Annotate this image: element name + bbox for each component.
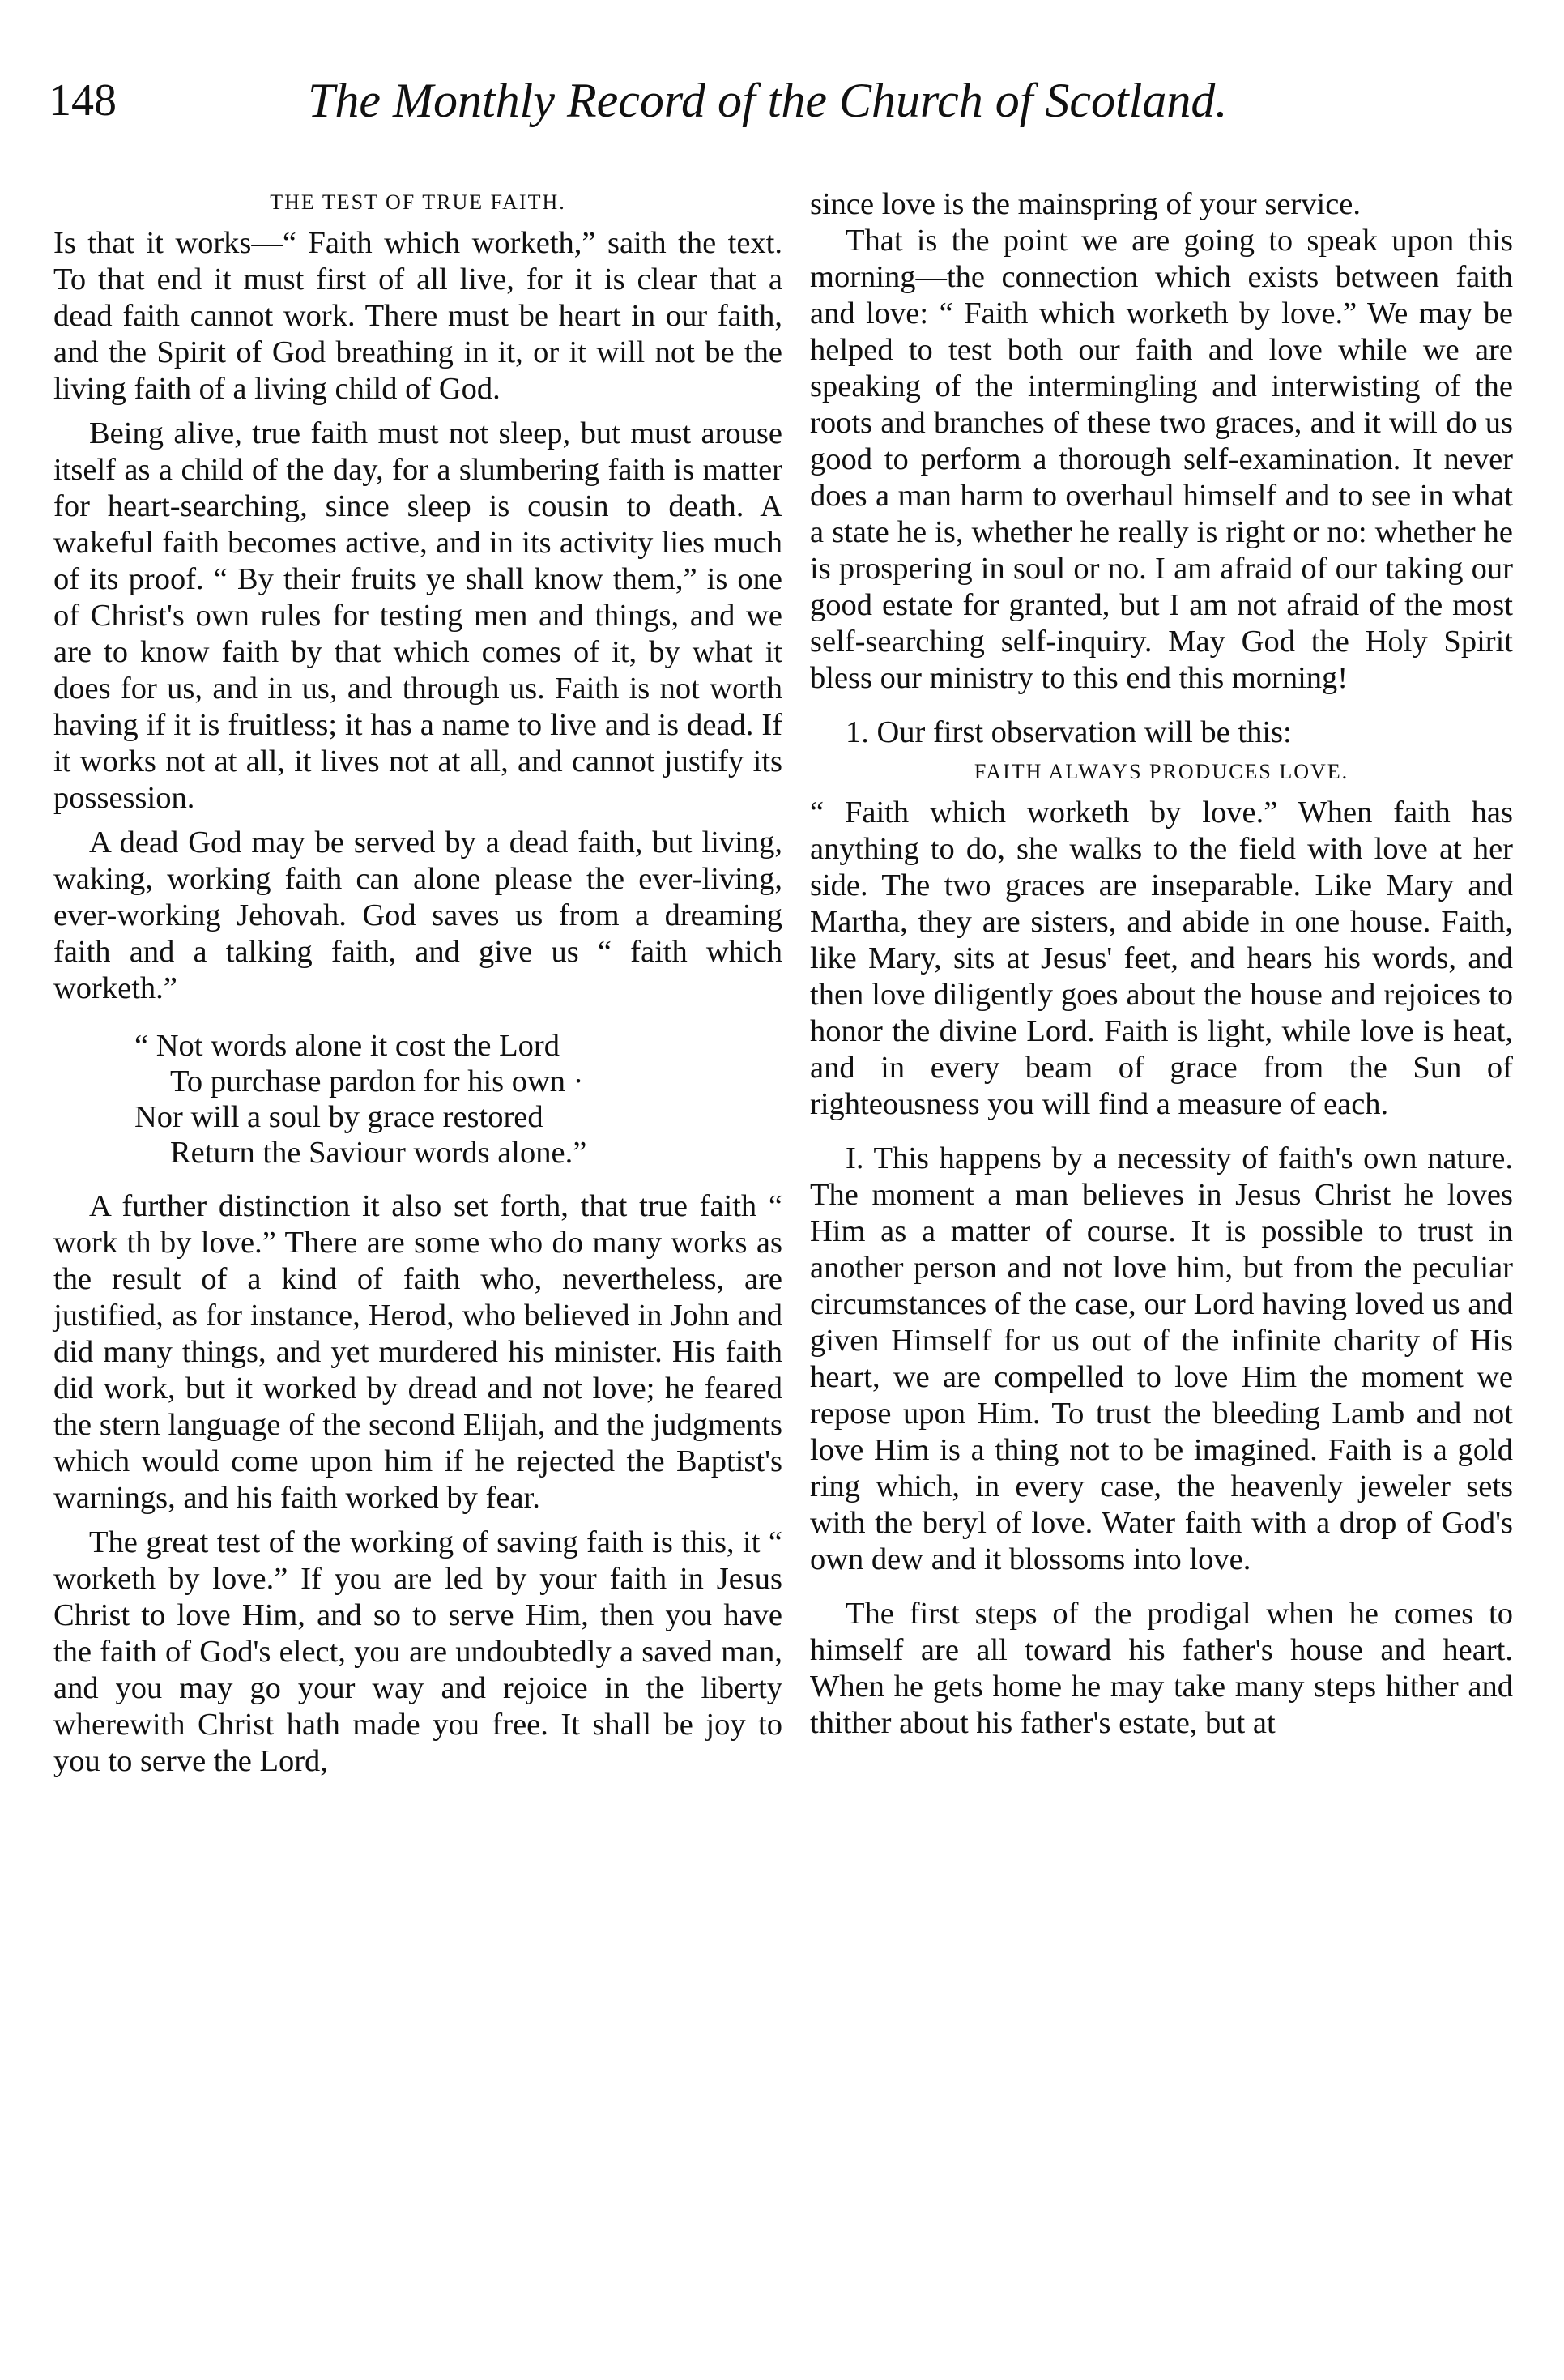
verse-line: To purchase pardon for his own · [170, 1064, 584, 1098]
paragraph: Being alive, true faith must not sleep, but must arouse itself as a child of the day, for a slumbering faith is matter for heart-searching, since sleep is cousin to death. A wakeful faith becomes active, and in its activity lies much of its proof. “ By their fruits ye shall know them,” is one of Christ's own rules for testing men and things, and we are to know faith by that which comes of it, by what it does for us, and in us, and through us. Faith is not worth having if it is fruitless; it has a name to live and is dead. If it works not at all, it lives not at all, and cannot justify its possession. [53, 416, 782, 815]
verse-line: “ Not words alone it cost the Lord [134, 1029, 560, 1063]
paragraph: Is that it works—“ Faith which worketh,” saith the text. To that end it must first of all live, for it is clear that a dead faith cannot work. There must be heart in our faith, and the Spirit of God breathing in it, or it will not be the living faith of a living child of God. [53, 226, 782, 406]
verse-quote [53, 1028, 782, 1171]
journal-title: The Monthly Record of the Church of Scotland. [308, 74, 1228, 127]
verse-line: Return the Saviour words alone.” [170, 1136, 587, 1170]
paragraph: The great test of the working of saving faith is this, it “ worketh by love.” If you are led by your faith in Jesus Christ to love Him, and so to serve Him, then you have the faith of God's elect, you are undoubtedly a saved man, and you may go your way and rejoice in the liberty wherewith Christ hath made you free. It shall be joy to you to serve the Lord, [53, 1525, 782, 1778]
article-heading: THE TEST OF TRUE FAITH. [270, 190, 566, 214]
page-number: 148 [49, 75, 117, 126]
paragraph: A further distinction it also set forth, that true faith “ work th by love.” There are some who do many works as the result of a kind of faith who, nevertheless, are justified, as for instance, Herod, who believed in John and did many things, and yet murdered his minister. His faith did work, but it worked by dread and not love; he feared the stern language of the second Elijah, and the judgments which would come upon him if he rejected the Baptist's warnings, and his faith worked by fear. [53, 1189, 782, 1515]
section-heading: FAITH ALWAYS PRODUCES LOVE. [974, 760, 1349, 783]
paragraph: That is the point we are going to speak upon this morning—the connection which exists between faith and love: “ Faith which worketh by love.” We may be helped to test both our faith and love while we are speaking of the intermingling and interwisting of the roots and branches of these two graces, and it will do us good to perform a thorough self-examination. It never does a man harm to overhaul himself and to see in what a state he is, whether he really is right or no: whether he is prospering in soul or no. I am afraid of our taking our good estate for granted, but I am not afraid of the most self-searching self-inquiry. May God the Holy Spirit bless our ministry to this end this morning! [810, 224, 1513, 695]
right-column [810, 186, 1513, 1742]
left-column [53, 186, 782, 1780]
verse-line: Nor will a soul by grace restored [134, 1100, 543, 1134]
paragraph: A dead God may be served by a dead faith, but living, waking, working faith can alone please the ever-living, ever-working Jehovah. God saves us from a dreaming faith and a talking faith, and give us “ faith which worketh.” [53, 825, 782, 1005]
running-head [49, 71, 1515, 136]
paragraph: I. This happens by a necessity of faith's own nature. The moment a man believes in Jesus Christ he loves Him as a matter of course. It is possible to trust in another person and not love him, but from the peculiar circumstances of the case, our Lord having loved us and given Himself for us out of the infinite charity of His heart, we are compelled to love Him the moment we repose upon Him. To trust the bleeding Lamb and not love Him is a thing not to be imagined. Faith is a gold ring which, in every case, the heavenly jeweler sets with the beryl of love. Water faith with a drop of God's own dew and it blossoms into love. [810, 1141, 1513, 1576]
paragraph: since love is the mainspring of your service. [810, 187, 1361, 221]
paragraph: “ Faith which worketh by love.” When faith has anything to do, she walks to the field with love at her side. The two graces are inseparable. Like Mary and Martha, they are sisters, and abide in one house. Faith, like Mary, sits at Jesus' feet, and hears his words, and then love diligently goes about the house and rejoices to honor the divine Lord. Faith is light, while love is heat, and in every beam of grace from the Sun of righteousness you will find a measure of each. [810, 795, 1513, 1121]
observation-line: 1. Our first observation will be this: [846, 715, 1292, 749]
paragraph: The first steps of the prodigal when he comes to himself are all toward his father's house and heart. When he gets home he may take many steps hither and thither about his father's estate, but at [810, 1597, 1513, 1740]
